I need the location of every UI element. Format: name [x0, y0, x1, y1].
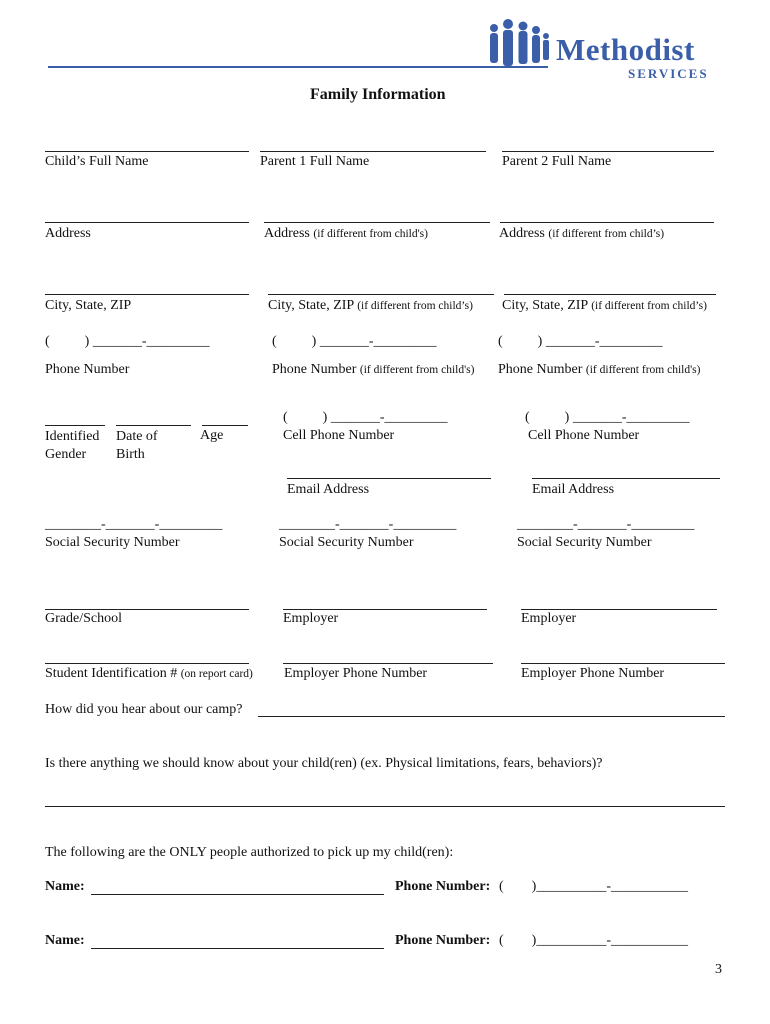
parent2-phone-label: Phone Number (if different from child's): [498, 362, 701, 377]
parent1-cell-field[interactable]: ( ) _______-_________: [283, 410, 448, 425]
age-line[interactable]: [202, 425, 248, 426]
parent1-address-line[interactable]: [264, 222, 490, 223]
parent1-ssn-field[interactable]: ________-_______-_________: [279, 517, 457, 532]
gender-line[interactable]: [45, 425, 105, 426]
child-city-line[interactable]: [45, 294, 249, 295]
parent1-ssn-label: Social Security Number: [279, 535, 414, 550]
authorized-intro: The following are the ONLY people authorized to pick up my child(ren):: [45, 845, 454, 860]
anything-know-line[interactable]: [45, 806, 725, 807]
grade-school-line[interactable]: [45, 609, 249, 610]
logo-people-icon: [486, 16, 552, 72]
parent2-address-line[interactable]: [500, 222, 714, 223]
parent1-cell-label: Cell Phone Number: [283, 428, 395, 443]
parent1-employer-phone-label: Employer Phone Number: [284, 666, 428, 681]
child-name-line[interactable]: [45, 151, 249, 152]
date-of-birth-label: Date of Birth: [116, 429, 158, 462]
parent2-email-label: Email Address: [532, 482, 615, 497]
parent2-employer-phone-line[interactable]: [521, 663, 725, 664]
page-number: 3: [715, 962, 722, 977]
anything-know-label: Is there anything we should know about your child(ren) (ex. Physical limitations, fears, behaviors)?: [45, 756, 603, 771]
form-title: Family Information: [310, 86, 446, 103]
parent2-address-label: Address (if different from child’s): [499, 226, 665, 241]
child-ssn-field[interactable]: ________-_______-_________: [45, 517, 223, 532]
how-hear-line[interactable]: [258, 716, 725, 717]
parent1-employer-label: Employer: [283, 611, 339, 626]
identified-gender-label: Identified Gender: [45, 429, 100, 462]
parent1-full-name-label: Parent 1 Full Name: [260, 154, 370, 169]
child-city-state-zip-label: City, State, ZIP: [45, 298, 132, 313]
grade-school-label: Grade/School: [45, 611, 122, 626]
pickup1-phone-label: Phone Number:: [395, 879, 491, 894]
parent2-cell-field[interactable]: ( ) _______-_________: [525, 410, 690, 425]
pickup2-phone-field[interactable]: ( )__________-___________: [499, 933, 688, 948]
parent2-city-state-zip-label: City, State, ZIP (if different from child’s): [502, 298, 707, 313]
parent2-name-line[interactable]: [502, 151, 714, 152]
how-hear-label: How did you hear about our camp?: [45, 702, 243, 717]
parent1-name-line[interactable]: [260, 151, 486, 152]
parent1-city-state-zip-label: City, State, ZIP (if different from child’s): [268, 298, 473, 313]
student-id-label: Student Identification # (on report card): [45, 666, 253, 681]
pickup2-name-line[interactable]: [91, 948, 384, 949]
child-full-name-label: Child’s Full Name: [45, 154, 149, 169]
parent1-email-line[interactable]: [287, 478, 491, 479]
pickup2-phone-label: Phone Number:: [395, 933, 491, 948]
pickup1-name-label: Name:: [45, 879, 85, 894]
child-phone-label: Phone Number: [45, 362, 130, 377]
parent1-phone-label: Phone Number (if different from child's): [272, 362, 475, 377]
pickup2-name-label: Name:: [45, 933, 85, 948]
parent2-employer-label: Employer: [521, 611, 577, 626]
parent1-email-label: Email Address: [287, 482, 370, 497]
parent2-cell-label: Cell Phone Number: [528, 428, 640, 443]
parent1-phone-field[interactable]: ( ) _______-_________: [272, 334, 437, 349]
age-label: Age: [200, 428, 224, 443]
parent2-full-name-label: Parent 2 Full Name: [502, 154, 612, 169]
parent2-employer-line[interactable]: [521, 609, 717, 610]
parent1-employer-line[interactable]: [283, 609, 487, 610]
parent2-city-line[interactable]: [504, 294, 716, 295]
child-phone-field[interactable]: ( ) _______-_________: [45, 334, 210, 349]
parent1-address-label: Address (if different from child's): [264, 226, 428, 241]
pickup1-phone-field[interactable]: ( )__________-___________: [499, 879, 688, 894]
logo-name: Methodist: [556, 32, 695, 67]
student-id-line[interactable]: [45, 663, 249, 664]
pickup1-name-line[interactable]: [91, 894, 384, 895]
parent2-phone-field[interactable]: ( ) _______-_________: [498, 334, 663, 349]
child-address-line[interactable]: [45, 222, 249, 223]
dob-line[interactable]: [116, 425, 191, 426]
parent1-employer-phone-line[interactable]: [283, 663, 493, 664]
logo-subtitle: SERVICES: [628, 66, 709, 81]
parent2-ssn-label: Social Security Number: [517, 535, 652, 550]
child-ssn-label: Social Security Number: [45, 535, 180, 550]
parent2-employer-phone-label: Employer Phone Number: [521, 666, 665, 681]
header-rule: [48, 66, 548, 68]
parent2-email-line[interactable]: [532, 478, 720, 479]
parent1-city-line[interactable]: [268, 294, 494, 295]
parent2-ssn-field[interactable]: ________-_______-_________: [517, 517, 695, 532]
child-address-label: Address: [45, 226, 91, 241]
